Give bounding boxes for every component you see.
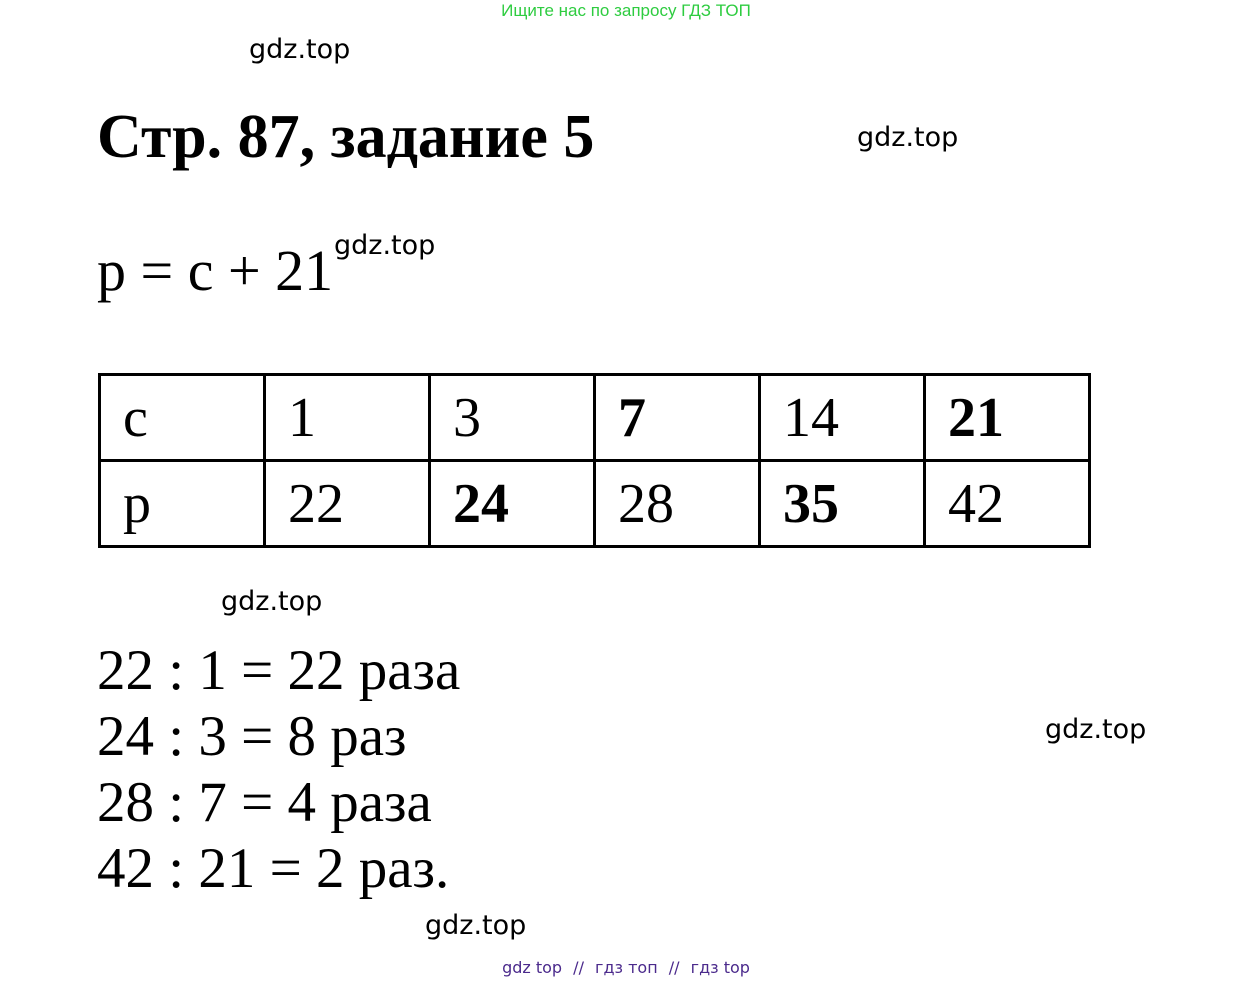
watermark: gdz.top bbox=[334, 230, 436, 261]
footer-link[interactable]: gdz top bbox=[502, 958, 563, 977]
table-cell: 35 bbox=[760, 461, 925, 547]
watermark: gdz.top bbox=[425, 910, 527, 941]
footer-links bbox=[0, 958, 1252, 977]
watermark: gdz.top bbox=[857, 122, 959, 153]
table-cell: 28 bbox=[595, 461, 760, 547]
table-cell: 22 bbox=[265, 461, 430, 547]
values-table bbox=[98, 373, 1091, 548]
table-cell: 42 bbox=[925, 461, 1090, 547]
table-row bbox=[100, 375, 1090, 461]
calculation-line: 24 : 3 = 8 раз bbox=[97, 705, 407, 768]
table-cell: 14 bbox=[760, 375, 925, 461]
table-cell: p bbox=[100, 461, 265, 547]
table-cell: c bbox=[100, 375, 265, 461]
table-cell: 21 bbox=[925, 375, 1090, 461]
watermark: gdz.top bbox=[1045, 714, 1147, 745]
page-title: Стр. 87, задание 5 bbox=[97, 103, 595, 171]
calculation-line: 28 : 7 = 4 раза bbox=[97, 771, 432, 834]
watermark: gdz.top bbox=[249, 34, 351, 65]
footer-link[interactable]: гдз топ bbox=[595, 958, 658, 977]
formula: p = c + 21 bbox=[97, 238, 334, 303]
calculation-line: 22 : 1 = 22 раза bbox=[97, 639, 461, 702]
table-cell: 24 bbox=[430, 461, 595, 547]
table-row bbox=[100, 461, 1090, 547]
footer-link[interactable]: гдз top bbox=[690, 958, 750, 977]
table-cell: 3 bbox=[430, 375, 595, 461]
calculations bbox=[97, 638, 460, 902]
table-cell: 7 bbox=[595, 375, 760, 461]
footer-separator: // bbox=[668, 958, 680, 977]
watermark: gdz.top bbox=[221, 586, 323, 617]
search-banner: Ищите нас по запросу ГДЗ ТОП bbox=[501, 1, 751, 20]
calculation-line: 42 : 21 = 2 раз. bbox=[97, 837, 450, 900]
footer-separator: // bbox=[573, 958, 584, 977]
table-cell: 1 bbox=[265, 375, 430, 461]
